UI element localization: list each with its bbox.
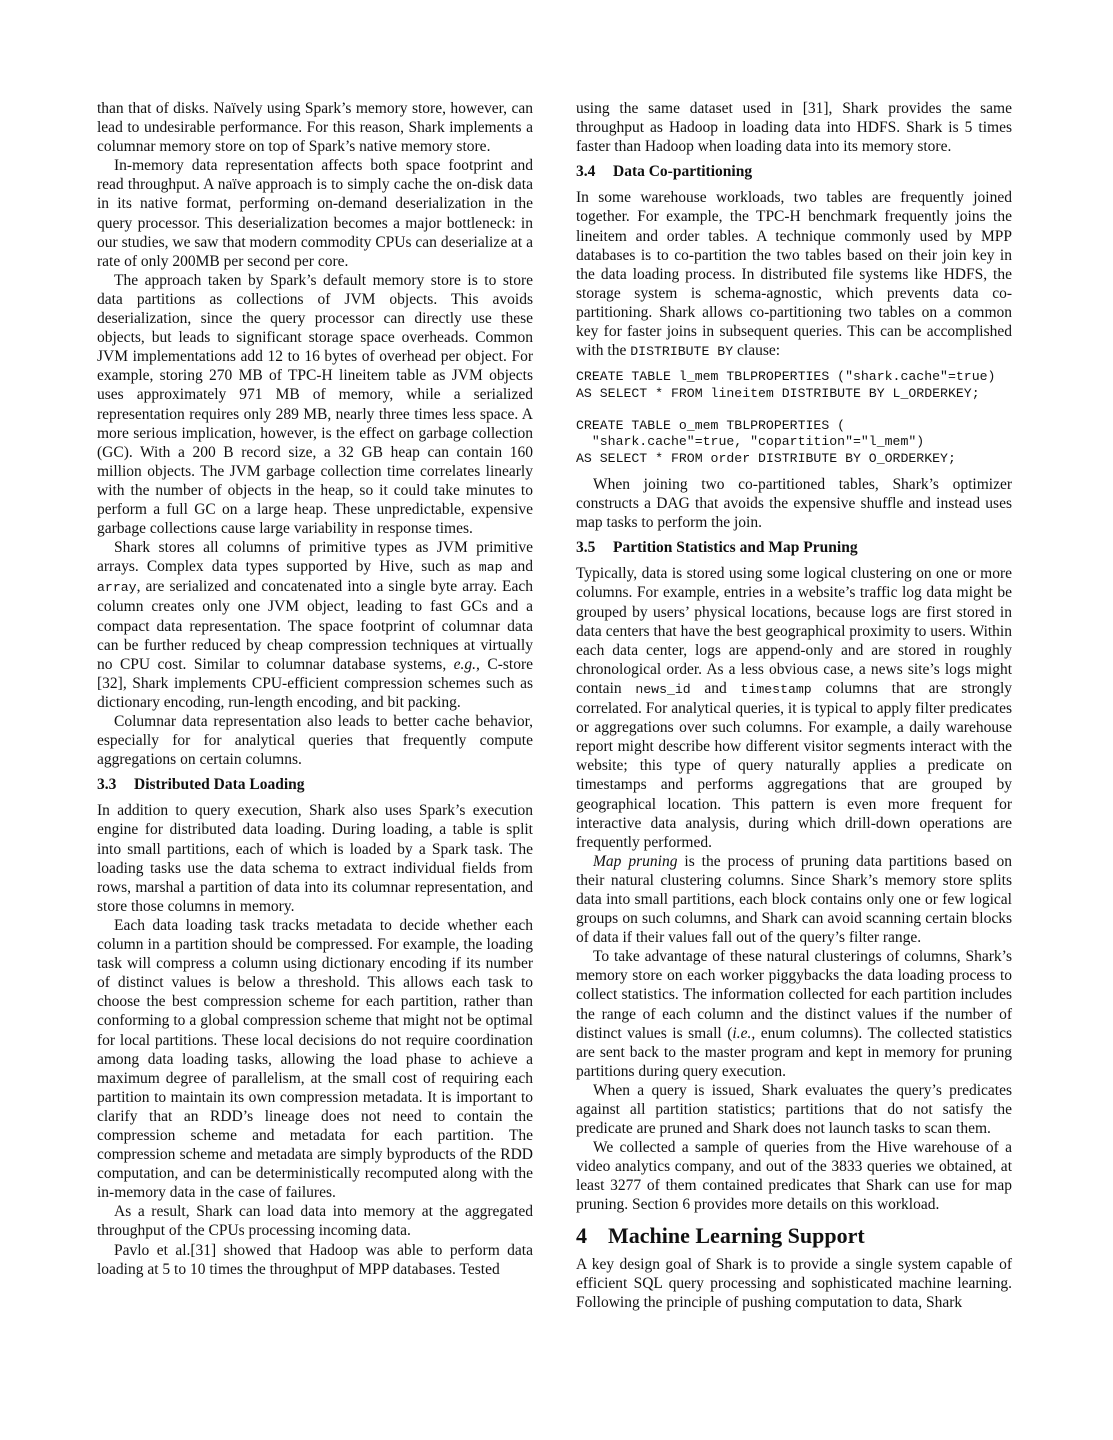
text-run: In-memory data representation affects both space footprint and read throughput. A naïve approach is to simply cache the on-disk data in its native format, performing on-demand deserialization in the query processor. This deserialization becomes a major bottleneck: in our studies, we saw that modern commodity CPUs can deserialize at a rate of only 200MB per second per core. (97, 157, 533, 270)
inline-code: news_id (635, 681, 691, 697)
paragraph (97, 1241, 533, 1279)
text-run: and (690, 679, 741, 697)
text-run: To take advantage of these natural clusterings of columns, Shark’s memory store on each worker piggybacks the data loading process to collect statistics. The information collected for each partition includes the range of each column and the distinct values if the number of distinct values is small ( (576, 948, 1012, 1042)
text-run: and (502, 558, 533, 576)
paragraph (97, 156, 533, 271)
text-run: C-store [32], Shark implements CPU-efficient compression schemes such as dictionary encoding, run-length encoding, and bit packing. (97, 655, 533, 711)
paragraph (576, 1138, 1012, 1214)
paragraph (97, 916, 533, 1202)
text-run: When a query is issued, Shark evaluates the query’s predicates against all partition statistics; partitions that do not satisfy the predicate are pruned and Shark does not launch tasks to scan them. (576, 1081, 1012, 1138)
text-run: Pavlo et al.[31] showed that Hadoop was able to perform data loading at 5 to 10 times the throughput of MPP databases. Tested (97, 1241, 533, 1278)
section-number: 3.3 (97, 776, 117, 794)
paragraph (97, 271, 533, 538)
text-run: clause: (733, 342, 781, 360)
code-listing: CREATE TABLE l_mem TBLPROPERTIES ("shark.cache"=true) AS SELECT * FROM lineitem DISTRIBUTE BY L_ORDERKEY; CREATE TABLE o_mem TBLPROPERTIES ( "shark.cache"=true, "copartition"="l_mem") AS SELECT * FROM order DISTRIBUTE BY O_ORDERKEY; (576, 369, 996, 466)
section-number: 4 (576, 1222, 587, 1248)
text-run: The approach taken by Spark’s default memory store is to store data partitions as collections of JVM objects. This avoids deserialization, since the query processor can directly use these objects, but leads to significant storage space overheads. Common JVM implementations add 12 to 16 bytes of overhead per object. For example, storing 270 MB of TPC-H lineitem table as JVM objects uses approximately 971 MB of memory, while a serialized representation requires only 289 MB, nearly three times less space. A more serious implication, however, is the effect on garbage collection (GC). With a 200 B record size, a 32 GB heap can contain 160 million objects. The JVM garbage collection time correlates linearly with the number of objects in the heap, so it could take minutes to perform a full GC on a large heap. These unpredictable, expensive garbage collections cause large variability in response times. (97, 271, 533, 538)
emphasis-text: i.e., (732, 1024, 756, 1042)
text-run: Columnar data representation also leads to better cache behavior, especially for for analytical queries that frequently compute aggregations on certain columns. (97, 713, 533, 769)
paragraph (576, 852, 1012, 947)
emphasis-text: Map pruning (593, 852, 678, 870)
paragraph (97, 99, 533, 156)
text-run: , are serialized and concatenated into a single byte array. Each column creates only one JVM object, leading to fast GCs and a compact data representation. The space footprint of columnar data can be further reduced by cheap compression techniques at virtually no CPU cost. Similar to columnar database systems, (97, 578, 533, 673)
text-run: In some warehouse workloads, two tables are frequently joined together. For example, the TPC-H benchmark frequently joins the lineitem and order tables. A technique commonly used by MPP databases is to co-partition the two tables based on their join key in the data loading process. In distributed file systems like HDFS, the storage system is schema-agnostic, which prevents data co-partitioning. Shark allows co-partitioning two tables on a common key for faster joins in subsequent queries. This can be accomplished with the (576, 189, 1012, 360)
paragraph (576, 475, 1012, 532)
subsection-heading (576, 538, 1012, 557)
text-run: We collected a sample of queries from the Hive warehouse of a video analytics company, and out of the 3833 queries we obtained, at least 3277 of them contained predicates that Shark can use for map pruning. Section 6 provides more details on this workload. (576, 1139, 1012, 1214)
section-number: 3.5 (576, 539, 596, 557)
paragraph (576, 188, 1012, 361)
text-run: Each data loading task tracks metadata to decide whether each column in a partition should be compressed. For example, the loading task will compress a column using dictionary encoding if its number of distinct values is below a threshold. This allows each task to choose the best compression scheme for each partition, rather than conforming to a global compression scheme that might not be optimal for local partitions. These local decisions do not require coordination among data loading tasks, allowing the load phase to achieve a maximum degree of parallelism, at the small cost of requiring each partition to maintain its own compression metadata. It is important to clarify that an RDD’s lineage does not need to contain the compression scheme and metadata for each partition. The compression scheme and metadata are simply byproducts of the RDD computation, and can be deterministically recomputed along with the in-memory data in the case of failures. (97, 916, 533, 1202)
paragraph (576, 947, 1012, 1081)
paragraph (97, 712, 533, 769)
text-run: using the same dataset used in [31], Shark provides the same throughput as Hadoop in loading data into HDFS. Shark is 5 times faster than Hadoop when loading data into its memory store. (576, 100, 1012, 156)
text-run: In addition to query execution, Shark also uses Spark’s execution engine for distributed data loading. During loading, a table is split into small partitions, each of which is loaded by a Spark task. The loading tasks use the data schema to extract individual fields from rows, marshal a partition of data into its columnar representation, and store those columns in memory. (97, 802, 533, 915)
text-run: is the process of pruning data partitions based on their natural clustering columns. Since Shark’s memory store splits data into small partitions, each block contains only one or few logical groups on such columns, and Shark can avoid scanning certain blocks of data if their values fall out of the query’s filter range. (576, 852, 1013, 947)
text-run: Shark stores all columns of primitive types as JVM primitive arrays. Complex data types supported by Hive, such as (97, 539, 533, 576)
section-title: Machine Learning Support (608, 1222, 865, 1248)
paragraph (97, 538, 533, 712)
text-run: A key design goal of Shark is to provide a single system capable of efficient SQL query processing and sophisticated machine learning. Following the principle of pushing computation to data, Shark (576, 1255, 1012, 1311)
section-number: 3.4 (576, 163, 596, 181)
emphasis-text: e.g., (453, 655, 480, 673)
inline-code: map (478, 560, 503, 576)
text-run: When joining two co-partitioned tables, Shark’s optimizer constructs a DAG that avoids the expensive shuffle and instead uses map tasks to perform the join. (576, 476, 1012, 532)
paragraph (97, 801, 533, 916)
paragraph (576, 564, 1012, 851)
left-column (97, 99, 533, 1279)
text-run: than that of disks. Naïvely using Spark’s memory store, however, can lead to undesirable performance. For this reason, Shark implements a columnar memory store on top of Spark’s native memory store. (97, 100, 533, 156)
paragraph (97, 1202, 533, 1240)
section-title: Partition Statistics and Map Pruning (613, 539, 858, 557)
section-heading (576, 1223, 1012, 1249)
text-run: columns that are strongly correlated. For analytical queries, it is typical to apply filter predicates or aggregations over such columns. For example, a daily warehouse report might describe how different visitor segments interact with the website; this type of query naturally applies a predicate on timestamps and performs aggregations that are grouped by geographical location. This pattern is even more frequent for interactive data analysis, during which drill-down operations are frequently performed. (576, 679, 1012, 851)
text-run: As a result, Shark can load data into memory at the aggregated throughput of the CPUs processing incoming data. (97, 1203, 533, 1240)
text-run: Typically, data is stored using some logical clustering on one or more columns. For example, entries in a website’s traffic log data might be grouped by users’ physical locations, because logs are first stored in data centers that have the best geographical proximity to users. Within each data center, logs are append-only and are stored in roughly chronological order. As a less obvious case, a news site’s logs might contain (576, 565, 1012, 697)
right-column (576, 99, 1012, 1312)
paragraph (576, 1255, 1012, 1312)
subsection-heading (97, 775, 533, 794)
paragraph (576, 1081, 1012, 1138)
section-title: Distributed Data Loading (134, 776, 305, 794)
subsection-heading (576, 162, 1012, 181)
paragraph (576, 99, 1012, 156)
inline-code: array (97, 580, 137, 596)
text-run: enum columns). The collected statistics are sent back to the master program and kept in memory for pruning partitions during query execution. (576, 1024, 1012, 1080)
inline-code: timestamp (740, 681, 812, 697)
section-title: Data Co-partitioning (613, 163, 753, 181)
inline-code: DISTRIBUTE BY (630, 344, 734, 360)
